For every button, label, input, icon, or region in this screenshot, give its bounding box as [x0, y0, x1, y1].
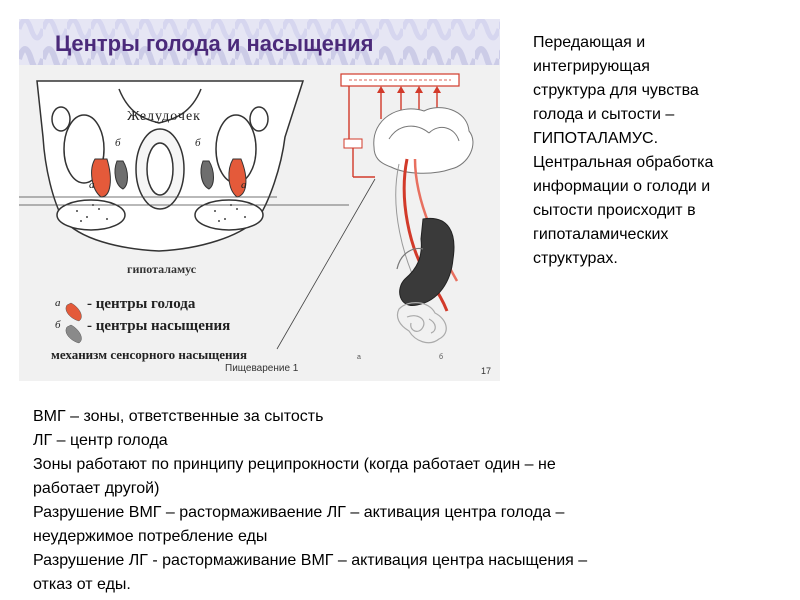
- intestines: [397, 303, 446, 343]
- brain-outline: [374, 108, 473, 174]
- note-line: Зоны работают по принципу реципрокности (когда работает один – не: [33, 456, 556, 473]
- note-line: отказ от еды.: [33, 576, 131, 593]
- hypothalamus-label: гипоталамус: [127, 262, 197, 276]
- legend-marker-a: а: [55, 297, 61, 309]
- marker-b-right: б: [195, 137, 201, 149]
- description-line: гипоталамических: [533, 226, 669, 243]
- note-line: ВМГ – зоны, ответственные за сытость: [33, 408, 324, 425]
- description-line: структура для чувства: [533, 82, 699, 99]
- mechanism-caption: механизм сенсорного насыщения: [51, 347, 247, 362]
- marker-a-right: а: [241, 179, 247, 191]
- note-line: работает другой): [33, 480, 160, 497]
- svg-text:б: б: [439, 354, 444, 361]
- description-line: структурах.: [533, 250, 618, 267]
- description-line: Центральная обработка: [533, 154, 714, 171]
- marker-b-left: б: [115, 137, 121, 149]
- legend-marker-b: б: [55, 319, 61, 331]
- figure-footer: Пищеварение 1: [225, 363, 299, 374]
- stomach-label: Желудочек: [127, 109, 201, 124]
- legend-satiety-swatch: [66, 325, 82, 343]
- description-line: сытости происходит в: [533, 202, 696, 219]
- svg-text:а: а: [357, 354, 361, 361]
- legend-hunger: - центры голода: [87, 296, 196, 312]
- description-line: информации о голоди и: [533, 178, 711, 195]
- legend-satiety: - центры насыщения: [87, 318, 231, 334]
- note-line: Разрушение ЛГ - растормаживание ВМГ – активация центра насыщения –: [33, 552, 588, 569]
- description-line: интегрирующая: [533, 58, 650, 75]
- note-line: неудержимое потребление еды: [33, 528, 268, 545]
- description-line: голода и сытости –: [533, 106, 675, 123]
- description-line: ГИПОТАЛАМУС.: [533, 130, 659, 147]
- page-number: 17: [481, 366, 492, 376]
- brain-cross-section: [37, 81, 303, 251]
- note-line: Разрушение ВМГ – растормаживаение ЛГ – активация центра голода –: [33, 504, 565, 521]
- reciprocity-notes: [33, 405, 587, 597]
- description-line: Передающая и: [533, 34, 646, 51]
- legend-hunger-swatch: [66, 303, 82, 321]
- note-line: ЛГ – центр голода: [33, 432, 168, 449]
- figure-title: Центры голода и насыщения: [55, 31, 374, 56]
- hypothalamus-figure: [19, 19, 500, 381]
- hypothalamus-description: [533, 31, 783, 271]
- marker-a-left: а: [89, 179, 95, 191]
